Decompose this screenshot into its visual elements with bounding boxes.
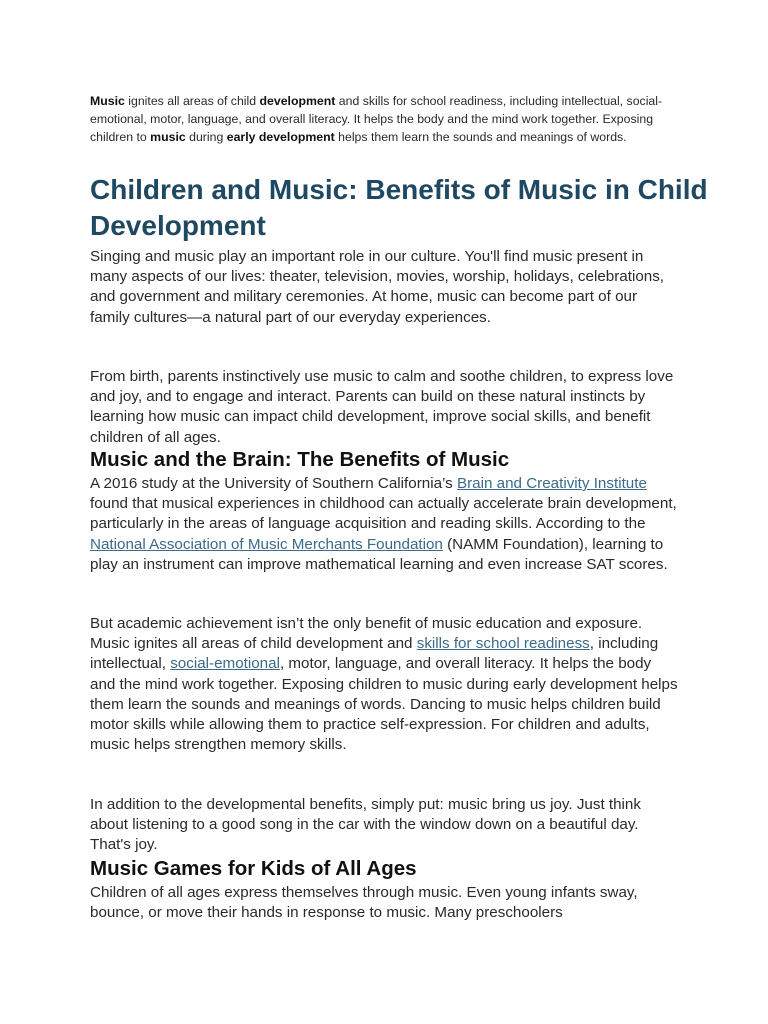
paragraph-culture: Singing and music play an important role in our culture. You'll find music present in many aspects of our lives: theater, television, movies, worship, holidays, celebrations, and government and military ceremonies. At home, music can become part of our family cultures—a natural part of our everyday experiences. [90,248,665,326]
heading-music-games: Music Games for Kids of All Ages [90,857,417,880]
academic-text-2: , including intellectual, [90,635,659,673]
link-skills-school-readiness[interactable]: skills for school readiness [416,635,590,653]
link-brain-creativity-institute[interactable]: Brain and Creativity Institute [456,475,647,492]
intro-text-3: during [185,130,227,145]
link-namm-foundation[interactable]: National Association of Music Merchants Foundation [90,535,443,553]
intro-bold-music: Music [90,94,125,108]
intro-text-1: ignites all areas of child [124,94,260,108]
academic-text-1: But academic achievement isn’t the only benefit of music education and exposure. Music ignites all areas of child development and [90,615,643,653]
intro-paragraph [90,92,680,147]
page-title: Children and Music: Benefits of Music in Child Development [90,174,708,241]
paragraph-joy: In addition to the developmental benefits, simply put: music bring us joy. Just think about listening to a good song in the car with the window down on a beautiful day. That's joy. [90,796,641,854]
study-text-3: (NAMM Foundation), learning to play an instrument can improve mathematical learning and even increase SAT scores. [90,535,668,573]
study-text-2: found that musical experiences in childhood can actually accelerate brain development, particularly in the areas of language acquisition and reading skills. According to the [90,495,677,533]
intro-bold-early-development: early development [226,130,335,145]
intro-text-4: helps them learn the sounds and meanings of words. [334,130,627,145]
heading-music-brain: Music and the Brain: The Benefits of Music [90,448,510,471]
paragraph-all-ages: Children of all ages express themselves through music. Even young infants sway, bounce, or move their hands in response to music. Many preschoolers [90,884,638,922]
paragraph-study [90,474,680,575]
study-text-1: A 2016 study at the University of Southern California’s [90,475,457,492]
academic-text-3: , motor, language, and overall literacy. It helps the body and the mind work together. Exposing children to music during early development helps them learn the sounds and meanings of words. Dancing to music helps children build motor skills while allowing them to practice self-expression. For children and adults, music helps strengthen memory skills. [90,655,678,754]
paragraph-birth: From birth, parents instinctively use music to calm and soothe children, to express love and joy, and to engage and interact. Parents can build on these natural instincts by learning how music can impact child development, improve social skills, and benefit children of all ages. [90,368,674,446]
intro-bold-music-2: music [150,130,186,145]
link-social-emotional[interactable]: social-emotional [170,655,280,673]
intro-text-2: and skills for school readiness, including intellectual, social-emotional, motor, language, and overall literacy. It helps the body and the mind work together. Exposing children to [90,94,663,145]
intro-bold-development: development [259,94,336,108]
paragraph-academic [90,614,680,755]
